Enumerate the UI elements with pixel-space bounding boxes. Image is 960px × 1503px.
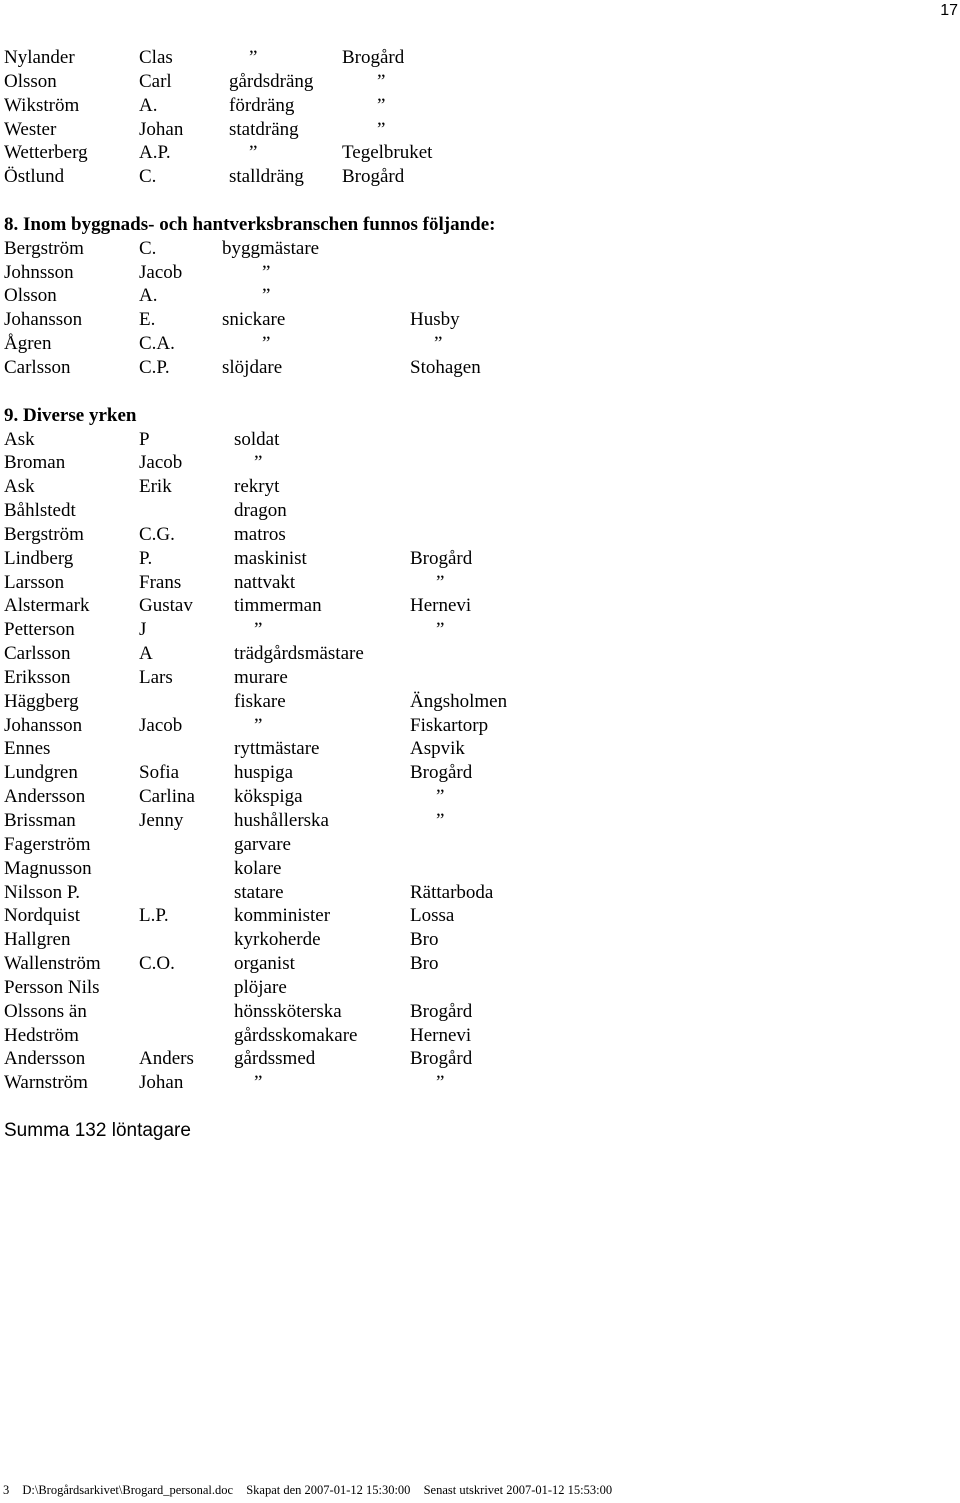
given-name-cell: E.: [139, 309, 156, 331]
occupation-cell: kolare: [234, 857, 282, 879]
surname-cell: Nordquist: [4, 905, 80, 927]
summary-line: [4, 1119, 944, 1143]
list-row: [4, 46, 944, 70]
place-cell: ”: [436, 786, 445, 808]
occupation-cell: ”: [262, 261, 271, 283]
list-row: [4, 714, 944, 738]
occupation-cell: ”: [254, 1072, 263, 1094]
list-row: [4, 284, 944, 308]
given-name-cell: Jacob: [139, 452, 183, 474]
occupation-cell: byggmästare: [222, 237, 320, 259]
occupation-cell: rekryt: [234, 476, 280, 498]
occupation-cell: trädgårdsmästare: [234, 643, 364, 665]
document-body: [4, 46, 944, 1143]
page-number: 17: [940, 2, 958, 19]
list-row: [4, 475, 944, 499]
surname-cell: Carlsson: [4, 356, 71, 378]
list-row: [4, 70, 944, 94]
spacer: [4, 1095, 944, 1119]
surname-cell: Nilsson P.: [4, 881, 81, 903]
surname-cell: Olsson: [4, 70, 57, 92]
occupation-cell: organist: [234, 953, 295, 975]
list-row: [4, 428, 944, 452]
list-row: [4, 94, 944, 118]
list-row: [4, 308, 944, 332]
given-name-cell: P: [139, 428, 150, 450]
given-name-cell: Johan: [139, 118, 184, 140]
list-row: [4, 118, 944, 142]
surname-cell: Hedström: [4, 1024, 79, 1046]
list-row: [4, 761, 944, 785]
occupation-cell: timmerman: [234, 595, 322, 617]
list-row: [4, 785, 944, 809]
surname-cell: Broman: [4, 452, 66, 474]
surname-cell: Alstermark: [4, 595, 90, 617]
given-name-cell: A.P.: [139, 142, 171, 164]
surname-cell: Olsson: [4, 285, 57, 307]
occupation-cell: ”: [249, 47, 258, 68]
given-name-cell: C.: [139, 237, 157, 259]
section-heading-text: 9. Diverse yrken: [4, 404, 137, 426]
list-row: [4, 642, 944, 666]
occupation-cell: nattvakt: [234, 571, 296, 593]
list-row: [4, 952, 944, 976]
list-row: [4, 451, 944, 475]
list-row: [4, 857, 944, 881]
given-name-cell: A.: [139, 94, 158, 116]
given-name-cell: Johan: [139, 1072, 184, 1094]
occupation-cell: matros: [234, 523, 286, 545]
place-cell: ”: [436, 619, 445, 641]
occupation-cell: gårdsdräng: [229, 70, 314, 92]
place-cell: Rättarboda: [410, 881, 494, 903]
surname-cell: Wikström: [4, 94, 80, 116]
section-8-list: [4, 237, 944, 380]
list-row: [4, 1071, 944, 1095]
given-name-cell: C.P.: [139, 356, 170, 378]
given-name-cell: C.A.: [139, 333, 175, 355]
given-name-cell: Jacob: [139, 714, 183, 736]
given-name-cell: Erik: [139, 476, 172, 498]
list-row: [4, 1000, 944, 1024]
place-cell: Husby: [410, 309, 460, 331]
given-name-cell: C.: [139, 166, 157, 188]
occupation-cell: komminister: [234, 905, 331, 927]
given-name-cell: Frans: [139, 571, 182, 593]
occupation-cell: kyrkoherde: [234, 929, 321, 951]
occupation-cell: hushållerska: [234, 810, 329, 831]
given-name-cell: Carlina: [139, 786, 195, 808]
place-cell: Stohagen: [410, 356, 481, 378]
spacer: [4, 380, 944, 404]
list-row: [4, 499, 944, 523]
occupation-cell: soldat: [234, 428, 280, 450]
occupation-cell: dragon: [234, 500, 287, 522]
surname-cell: Wallenström: [4, 953, 101, 975]
given-name-cell: C.O.: [139, 953, 175, 975]
place-cell: Ängsholmen: [410, 690, 508, 712]
place-cell: Brogård: [342, 166, 405, 188]
given-name-cell: J: [139, 619, 147, 641]
list-row: [4, 833, 944, 857]
surname-cell: Bergström: [4, 237, 84, 259]
place-cell: Fiskartorp: [410, 714, 489, 736]
occupation-cell: hönssköterska: [234, 1000, 342, 1022]
occupation-cell: statare: [234, 881, 284, 903]
surname-cell: Hallgren: [4, 929, 71, 951]
list-row: [4, 261, 944, 285]
list-row: [4, 904, 944, 928]
given-name-cell: Lars: [139, 666, 173, 688]
surname-cell: Båhlstedt: [4, 500, 76, 522]
list-row: [4, 547, 944, 571]
place-cell: Tegelbruket: [342, 142, 433, 164]
surname-cell: Johansson: [4, 309, 83, 331]
given-name-cell: Clas: [139, 47, 173, 68]
surname-cell: Fagerström: [4, 833, 91, 855]
place-cell: ”: [377, 94, 386, 116]
list-row: [4, 141, 944, 165]
occupation-cell: ”: [262, 285, 271, 307]
place-cell: Lossa: [410, 905, 455, 927]
occupation-cell: slöjdare: [222, 356, 283, 378]
list-row: [4, 666, 944, 690]
surname-cell: Ågren: [4, 333, 52, 355]
occupation-cell: garvare: [234, 833, 291, 855]
footer-path: D:\Brogårdsarkivet\Brogard_personal.doc: [22, 1483, 234, 1497]
surname-cell: Magnusson: [4, 857, 92, 879]
occupation-cell: gårdsskomakare: [234, 1024, 358, 1046]
surname-cell: Brissman: [4, 810, 76, 831]
occupation-cell: ryttmästare: [234, 738, 320, 760]
surname-cell: Östlund: [4, 166, 65, 188]
occupation-cell: maskinist: [234, 547, 307, 569]
given-name-cell: A.: [139, 285, 158, 307]
list-row: [4, 928, 944, 952]
section-8-heading: [4, 213, 944, 237]
occupation-cell: plöjare: [234, 976, 287, 998]
given-name-cell: Carl: [139, 70, 172, 92]
list-row: [4, 1024, 944, 1048]
surname-cell: Johansson: [4, 714, 83, 736]
place-cell: Brogård: [410, 547, 473, 569]
surname-cell: Wetterberg: [4, 142, 88, 164]
surname-cell: Warnström: [4, 1072, 88, 1094]
top-list: [4, 46, 944, 189]
surname-cell: Lindberg: [4, 547, 74, 569]
spacer: [4, 189, 944, 213]
surname-cell: Wester: [4, 118, 57, 140]
list-row: [4, 594, 944, 618]
list-row: [4, 809, 944, 833]
list-row: [4, 976, 944, 1000]
surname-cell: Eriksson: [4, 666, 71, 688]
surname-cell: Larsson: [4, 571, 65, 593]
place-cell: Aspvik: [410, 738, 465, 760]
section-9-heading: [4, 404, 944, 428]
place-cell: Brogård: [342, 47, 405, 68]
occupation-cell: kökspiga: [234, 786, 303, 808]
given-name-cell: Sofia: [139, 762, 180, 784]
list-row: [4, 571, 944, 595]
occupation-cell: snickare: [222, 309, 286, 331]
surname-cell: Ask: [4, 476, 35, 498]
list-row: [4, 1047, 944, 1071]
place-cell: Bro: [410, 929, 439, 951]
surname-cell: Nylander: [4, 47, 75, 68]
place-cell: Brogård: [410, 1048, 473, 1070]
list-row: [4, 237, 944, 261]
surname-cell: Lundgren: [4, 762, 78, 784]
place-cell: Bro: [410, 953, 439, 975]
list-row: [4, 690, 944, 714]
list-row: [4, 523, 944, 547]
given-name-cell: Jacob: [139, 261, 183, 283]
surname-cell: Häggberg: [4, 690, 79, 712]
place-cell: ”: [377, 70, 386, 92]
place-cell: Hernevi: [410, 595, 472, 617]
place-cell: ”: [436, 571, 445, 593]
footer-created: Skapat den 2007-01-12 15:30:00: [246, 1483, 411, 1497]
place-cell: ”: [436, 1072, 445, 1094]
place-cell: Brogård: [410, 1000, 473, 1022]
given-name-cell: L.P.: [139, 905, 169, 927]
surname-cell: Carlsson: [4, 643, 71, 665]
given-name-cell: Jenny: [139, 810, 184, 831]
place-cell: ”: [434, 333, 443, 355]
surname-cell: Andersson: [4, 1048, 86, 1070]
occupation-cell: ”: [262, 333, 271, 355]
surname-cell: Bergström: [4, 523, 84, 545]
occupation-cell: fördräng: [229, 94, 295, 116]
section-9-list: [4, 428, 944, 1096]
occupation-cell: fiskare: [234, 690, 286, 712]
occupation-cell: huspiga: [234, 762, 294, 784]
occupation-cell: statdräng: [229, 118, 299, 140]
place-cell: ”: [436, 810, 445, 831]
section-heading-text: 8. Inom byggnads- och hantverksbranschen funnos följande:: [4, 213, 496, 235]
given-name-cell: C.G.: [139, 523, 175, 545]
occupation-cell: gårdssmed: [234, 1048, 316, 1070]
list-row: [4, 737, 944, 761]
list-row: [4, 881, 944, 905]
occupation-cell: stalldräng: [229, 166, 304, 188]
list-row: [4, 332, 944, 356]
surname-cell: Ask: [4, 428, 35, 450]
surname-cell: Ennes: [4, 738, 51, 760]
surname-cell: Petterson: [4, 619, 75, 641]
surname-cell: Johnsson: [4, 261, 74, 283]
footer-printed: Senast utskrivet 2007-01-12 15:53:00: [423, 1483, 613, 1497]
given-name-cell: Anders: [139, 1048, 194, 1070]
list-row: [4, 618, 944, 642]
given-name-cell: P.: [139, 547, 153, 569]
occupation-cell: ”: [254, 619, 263, 641]
occupation-cell: ”: [254, 714, 263, 736]
given-name-cell: Gustav: [139, 595, 193, 617]
document-footer: [3, 1483, 622, 1498]
list-row: [4, 356, 944, 380]
occupation-cell: murare: [234, 666, 288, 688]
list-row: [4, 165, 944, 189]
place-cell: Brogård: [410, 762, 473, 784]
occupation-cell: ”: [249, 142, 258, 164]
surname-cell: Andersson: [4, 786, 86, 808]
footer-page: 3: [3, 1483, 10, 1497]
place-cell: ”: [377, 118, 386, 140]
given-name-cell: A: [139, 643, 153, 665]
place-cell: Hernevi: [410, 1024, 472, 1046]
summary-text: Summa 132 löntagare: [4, 1119, 191, 1141]
surname-cell: Persson Nils: [4, 976, 100, 998]
occupation-cell: ”: [254, 452, 263, 474]
surname-cell: Olssons än: [4, 1000, 87, 1022]
